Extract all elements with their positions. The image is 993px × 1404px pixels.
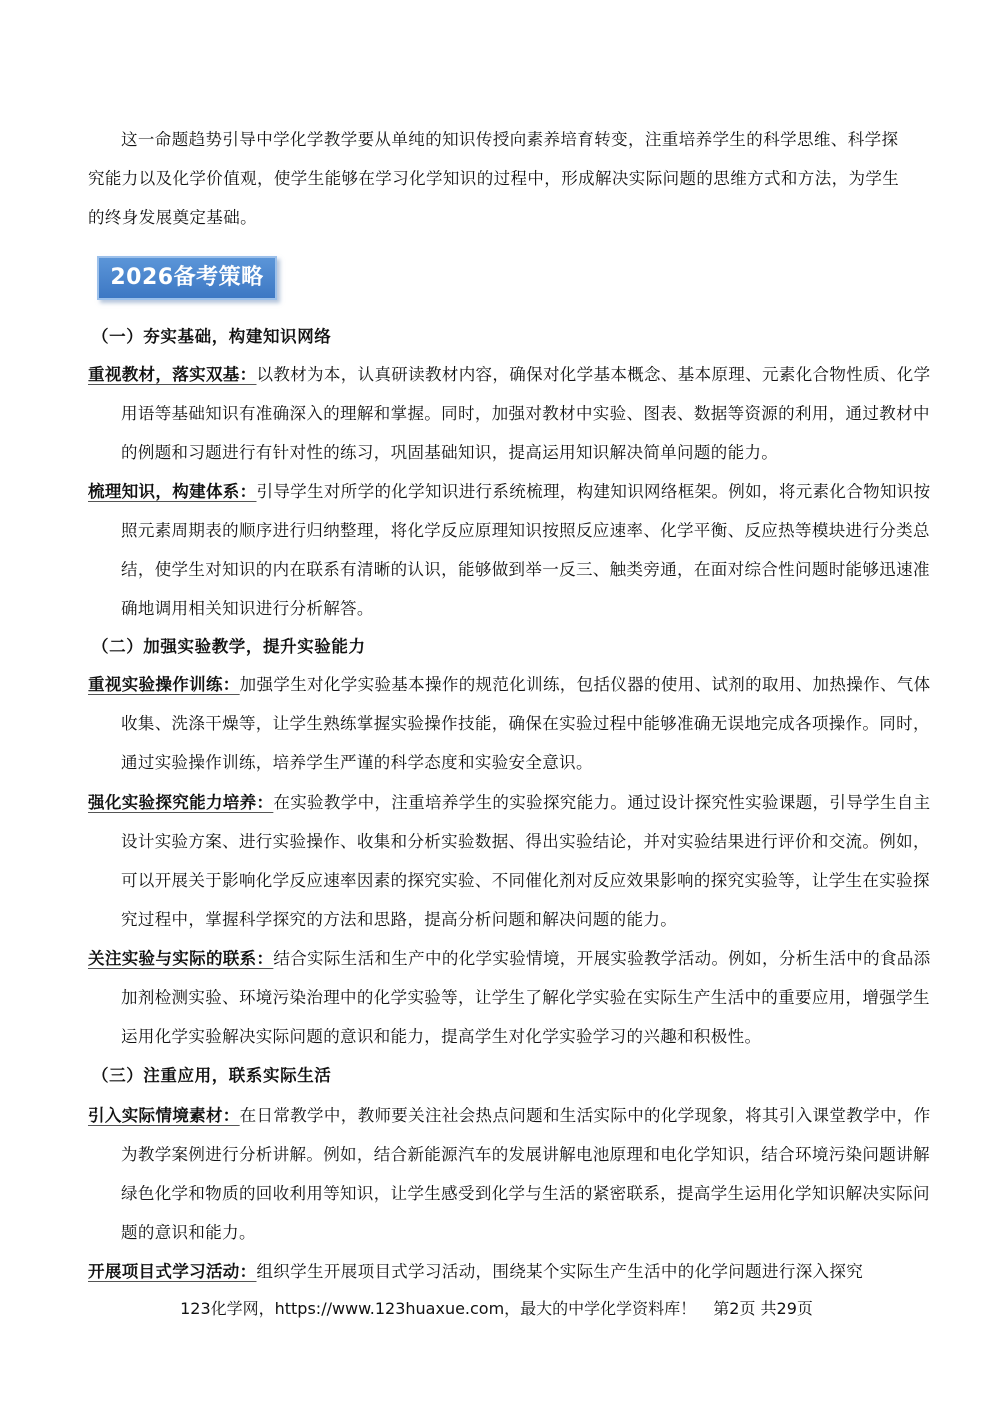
item-text: 加强学生对化学实验基本操作的规范化训练，包括仪器的使用、试剂的取用、加热操作、气体收集、洗涤干燥等，让学生熟练掌握实验操作技能，确保在实验过程中能够准确无误地完成各项操作。同时，通过实验操作训练，培养学生严谨的科学态度和实验安全意识。 bbox=[121, 675, 931, 772]
list-item bbox=[88, 939, 943, 1056]
item-term: 强化实验探究能力培养： bbox=[88, 793, 274, 812]
item-text: 结合实际生活和生产中的化学实验情境，开展实验教学活动。例如，分析生活中的食品添加剂检测实验、环境污染治理中的化学实验等，让学生了解化学实验在实际生产生活中的重要应用，增强学生运用化学实验解决实际问题的意识和能力，提高学生对化学实验学习的兴趣和积极性。 bbox=[121, 949, 931, 1046]
list-item bbox=[88, 1252, 943, 1291]
list-item bbox=[88, 783, 943, 939]
intro-paragraph: 这一命题趋势引导中学化学教学要从单纯的知识传授向素养培育转变，注重培养学生的科学思维、科学探究能力以及化学价值观，使学生能够在学习化学知识的过程中，形成解决实际问题的思维方式和方法，为学生的终身发展奠定基础。 bbox=[88, 130, 900, 227]
section-banner: 2026备考策略 bbox=[97, 256, 277, 300]
item-term: 梳理知识，构建体系： bbox=[88, 482, 257, 501]
list-item bbox=[88, 472, 943, 628]
page-footer bbox=[0, 1296, 993, 1319]
item-text: 组织学生开展项目式学习活动，围绕某个实际生产生活中的化学问题进行深入探究 bbox=[256, 1262, 864, 1281]
section-heading-3: （三）注重应用，联系实际生活 bbox=[92, 1066, 332, 1085]
footer-page-number: 第2页 共29页 bbox=[713, 1299, 813, 1318]
item-text: 引导学生对所学的化学知识进行系统梳理，构建知识网络框架。例如，将元素化合物知识按照元素周期表的顺序进行归纳整理，将化学反应原理知识按照反应速率、化学平衡、反应热等模块进行分类总结，使学生对知识的内在联系有清晰的认识，能够做到举一反三、触类旁通，在面对综合性问题时能够迅速准确地调用相关知识进行分析解答。 bbox=[121, 482, 931, 618]
section-heading-1: （一）夯实基础，构建知识网络 bbox=[92, 327, 332, 346]
item-term: 引入实际情境素材： bbox=[88, 1106, 240, 1125]
item-term: 重视实验操作训练： bbox=[88, 675, 240, 694]
item-term: 开展项目式学习活动： bbox=[88, 1262, 257, 1281]
list-item bbox=[88, 355, 943, 472]
item-text: 在实验教学中，注重培养学生的实验探究能力。通过设计探究性实验课题，引导学生自主设计实验方案、进行实验操作、收集和分析实验数据、得出实验结论，并对实验结果进行评价和交流。例如，可以开展关于影响化学反应速率因素的探究实验、不同催化剂对反应效果影响的探究实验等，让学生在实验探究过程中，掌握科学探究的方法和思路，提高分析问题和解决问题的能力。 bbox=[121, 793, 931, 929]
footer-site-link[interactable]: 123化学网，https://www.123huaxue.com，最大的中学化学资料库！ bbox=[180, 1299, 697, 1318]
item-text: 以教材为本，认真研读教材内容，确保对化学基本概念、基本原理、元素化合物性质、化学用语等基础知识有准确深入的理解和掌握。同时，加强对教材中实验、图表、数据等资源的利用，通过教材中的例题和习题进行有针对性的练习，巩固基础知识，提高运用知识解决简单问题的能力。 bbox=[121, 365, 931, 462]
section-heading-2: （二）加强实验教学，提升实验能力 bbox=[92, 637, 366, 656]
item-term: 重视教材，落实双基： bbox=[88, 365, 257, 384]
item-term: 关注实验与实际的联系： bbox=[88, 949, 274, 968]
list-item bbox=[88, 665, 943, 782]
list-item bbox=[88, 1096, 943, 1252]
item-text: 在日常教学中，教师要关注社会热点问题和生活实际中的化学现象，将其引入课堂教学中，作为教学案例进行分析讲解。例如，结合新能源汽车的发展讲解电池原理和电化学知识，结合环境污染问题讲解绿色化学和物质的回收利用等知识，让学生感受到化学与生活的紧密联系，提高学生运用化学知识解决实际问题的意识和能力。 bbox=[121, 1106, 931, 1242]
